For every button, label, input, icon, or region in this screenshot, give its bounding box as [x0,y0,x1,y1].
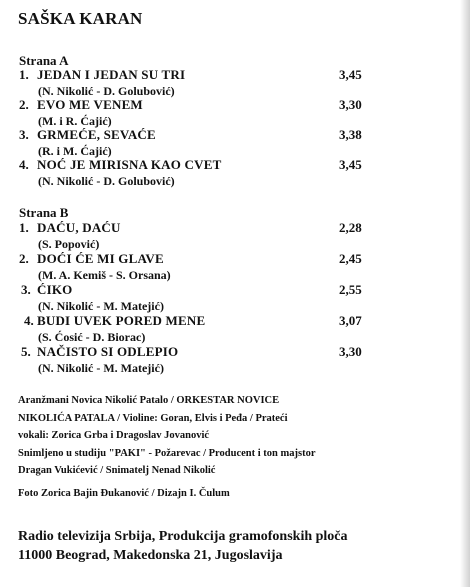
track-duration: 3,07 [339,313,362,328]
track-duration: 3,45 [339,157,362,172]
credits-line: Aranžmani Novica Nikolić Patalo / ORKESTAR NOVICE [18,395,280,406]
track-authors: (N. Nikolić - M. Matejić) [38,299,164,313]
track-number: 1. [19,220,29,235]
track-number: 3. [19,127,29,142]
track-b5 [0,344,470,380]
track-authors: (M. A. Kemiš - S. Orsana) [38,268,171,282]
track-duration: 3,30 [339,344,362,359]
track-authors: (N. Nikolić - D. Golubović) [38,174,175,188]
track-authors: (M. i R. Ćajić) [38,114,112,128]
track-duration: 3,30 [339,97,362,112]
track-title: NOĆ JE MIRISNA KAO CVET [37,157,222,172]
track-title: BUDI UVEK PORED MENE [37,313,206,328]
track-duration: 2,28 [339,220,362,235]
track-duration: 2,45 [339,251,362,266]
track-duration: 3,45 [339,67,362,82]
photo-design-credit: Foto Zorica Bajin Đukanović / Dizajn I. Čulum [18,488,230,499]
track-duration: 2,55 [339,282,362,297]
track-number: 5. [21,344,31,359]
scan-edge-shadow [460,0,470,587]
track-authors: (N. Nikolić - M. Matejić) [38,361,164,375]
side-a-label: Strana A [19,53,69,68]
track-authors: (N. Nikolić - D. Golubović) [38,84,175,98]
artist-name: SAŠKA KARAN [18,9,143,28]
track-number: 4. [19,157,29,172]
side-b-label: Strana B [19,205,69,220]
track-title: EVO ME VENEM [37,97,143,112]
label-line: 11000 Beograd, Makedonska 21, Jugoslavija [18,548,283,563]
track-duration: 3,38 [339,127,362,142]
credits-line: Dragan Vukićević / Snimatelj Nenad Nikolić [18,465,216,476]
credits-line: vokali: Zorica Grba i Dragoslav Jovanović [18,430,210,441]
track-title: DAĆU, DAĆU [37,220,121,235]
track-number: 1. [19,67,29,82]
track-title: DOĆI ĆE MI GLAVE [37,251,164,266]
track-a4 [0,157,470,193]
credits-line: Snimljeno u studiju "PAKI" - Požarevac / Producent i ton majstor [18,447,316,459]
track-number: 2. [19,251,29,266]
credits-line: NIKOLIĆA PATALA / Violine: Goran, Elvis i Peđa / Prateći [18,412,288,424]
track-title: JEDAN I JEDAN SU TRI [37,67,186,82]
track-number: 4. [24,313,34,328]
track-authors: (S. Popović) [38,237,100,251]
track-authors: (R. i M. Ćajić) [38,144,112,158]
track-number: 2. [19,97,29,112]
track-title: NAČISTO SI ODLEPIO [37,344,179,359]
label-line: Radio televizija Srbija, Produkcija gramofonskih ploča [18,529,348,544]
track-number: 3. [21,282,31,297]
record-label-info [18,527,348,565]
credits-block [18,392,458,480]
track-authors: (S. Ćosić - D. Biorac) [38,330,146,344]
track-title: GRMEĆE, SEVAĆE [37,127,156,142]
track-title: ĆIKO [37,282,73,297]
